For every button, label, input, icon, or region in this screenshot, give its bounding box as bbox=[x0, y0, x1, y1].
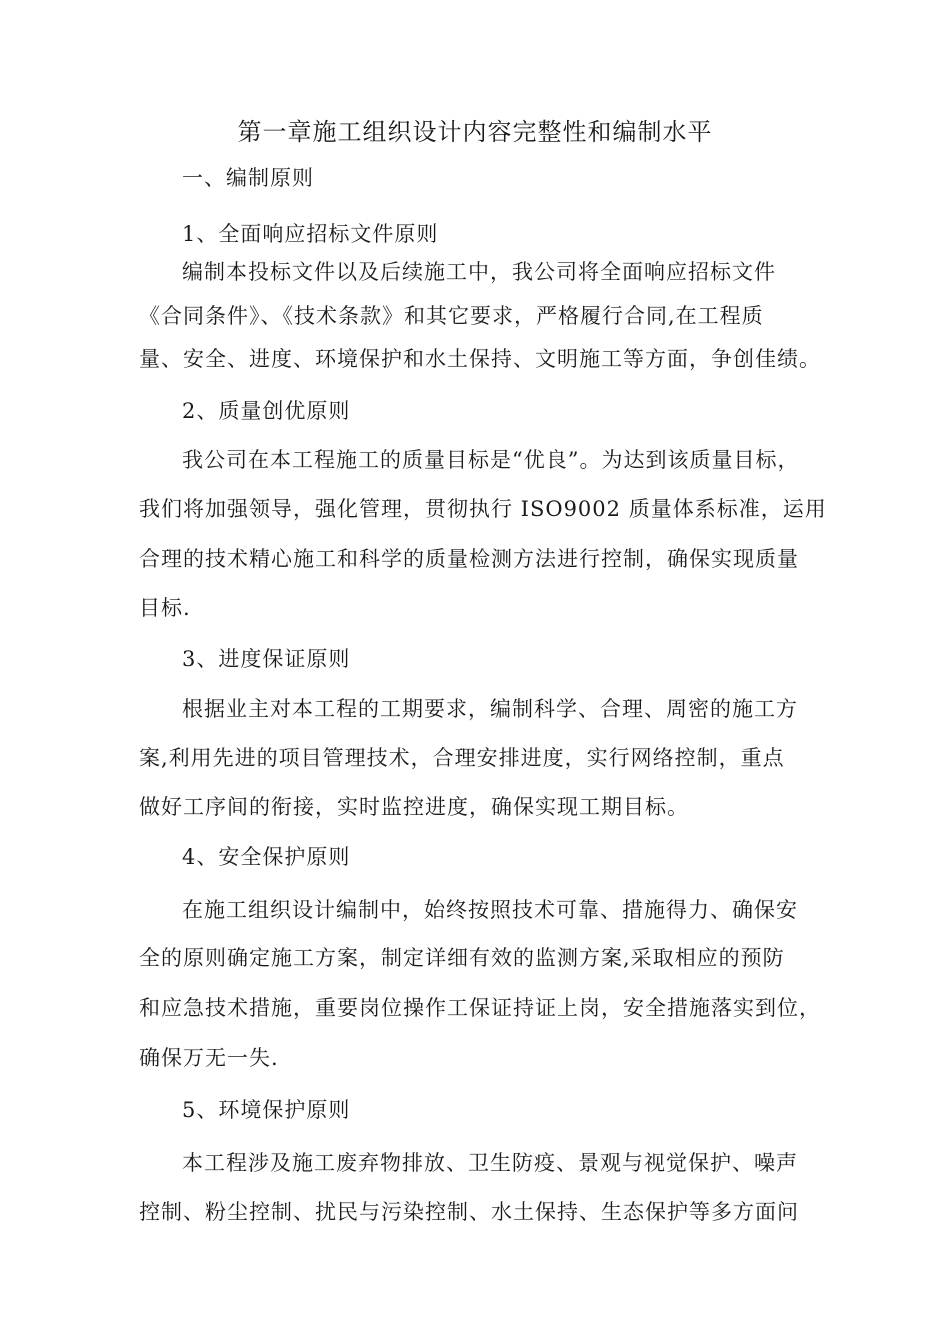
paragraph-line: 编制本投标文件以及后续施工中，我公司将全面响应招标文件 bbox=[182, 260, 776, 284]
principle-heading-5: 5、环境保护原则 bbox=[182, 1098, 351, 1122]
paragraph-line: 在施工组织设计编制中，始终按照技术可靠、措施得力、确保安 bbox=[182, 898, 798, 922]
paragraph-line: 目标. bbox=[139, 596, 191, 620]
paragraph-line: 控制、粉尘控制、扰民与污染控制、水土保持、生态保护等多方面问 bbox=[139, 1200, 799, 1224]
paragraph-line: 案,利用先进的项目管理技术，合理安排进度，实行网络控制，重点 bbox=[139, 746, 785, 770]
paragraph-line: 和应急技术措施，重要岗位操作工保证持证上岗，安全措施落实到位， bbox=[139, 996, 821, 1020]
paragraph-line: 根据业主对本工程的工期要求，编制科学、合理、周密的施工方 bbox=[182, 697, 798, 721]
paragraph-line: 我公司在本工程施工的质量目标是“优良”。为达到该质量目标， bbox=[182, 448, 800, 472]
page-title: 第一章施工组织设计内容完整性和编制水平 bbox=[237, 118, 713, 146]
principle-heading-2: 2、质量创优原则 bbox=[182, 399, 351, 423]
principle-heading-3: 3、进度保证原则 bbox=[182, 647, 351, 671]
principle-heading-1: 1、全面响应招标文件原则 bbox=[182, 222, 439, 246]
paragraph-line: 做好工序间的衔接，实时监控进度，确保实现工期目标。 bbox=[139, 795, 689, 819]
paragraph-line: 确保万无一失. bbox=[139, 1046, 279, 1070]
paragraph-line: 量、安全、进度、环境保护和水土保持、文明施工等方面，争创佳绩。 bbox=[139, 347, 821, 371]
paragraph-line: 本工程涉及施工废弃物排放、卫生防疫、景观与视觉保护、噪声 bbox=[182, 1151, 798, 1175]
paragraph-line: 我们将加强领导，强化管理，贯彻执行 ISO9002 质量体系标准，运用 bbox=[139, 497, 827, 521]
paragraph-line: 《合同条件》、《技术条款》和其它要求，严格履行合同,在工程质 bbox=[139, 304, 764, 328]
section-heading: 一、编制原则 bbox=[182, 166, 314, 190]
paragraph-line: 合理的技术精心施工和科学的质量检测方法进行控制，确保实现质量 bbox=[139, 547, 799, 571]
principle-heading-4: 4、安全保护原则 bbox=[182, 845, 351, 869]
paragraph-line: 全的原则确定施工方案，制定详细有效的监测方案,采取相应的预防 bbox=[139, 946, 785, 970]
